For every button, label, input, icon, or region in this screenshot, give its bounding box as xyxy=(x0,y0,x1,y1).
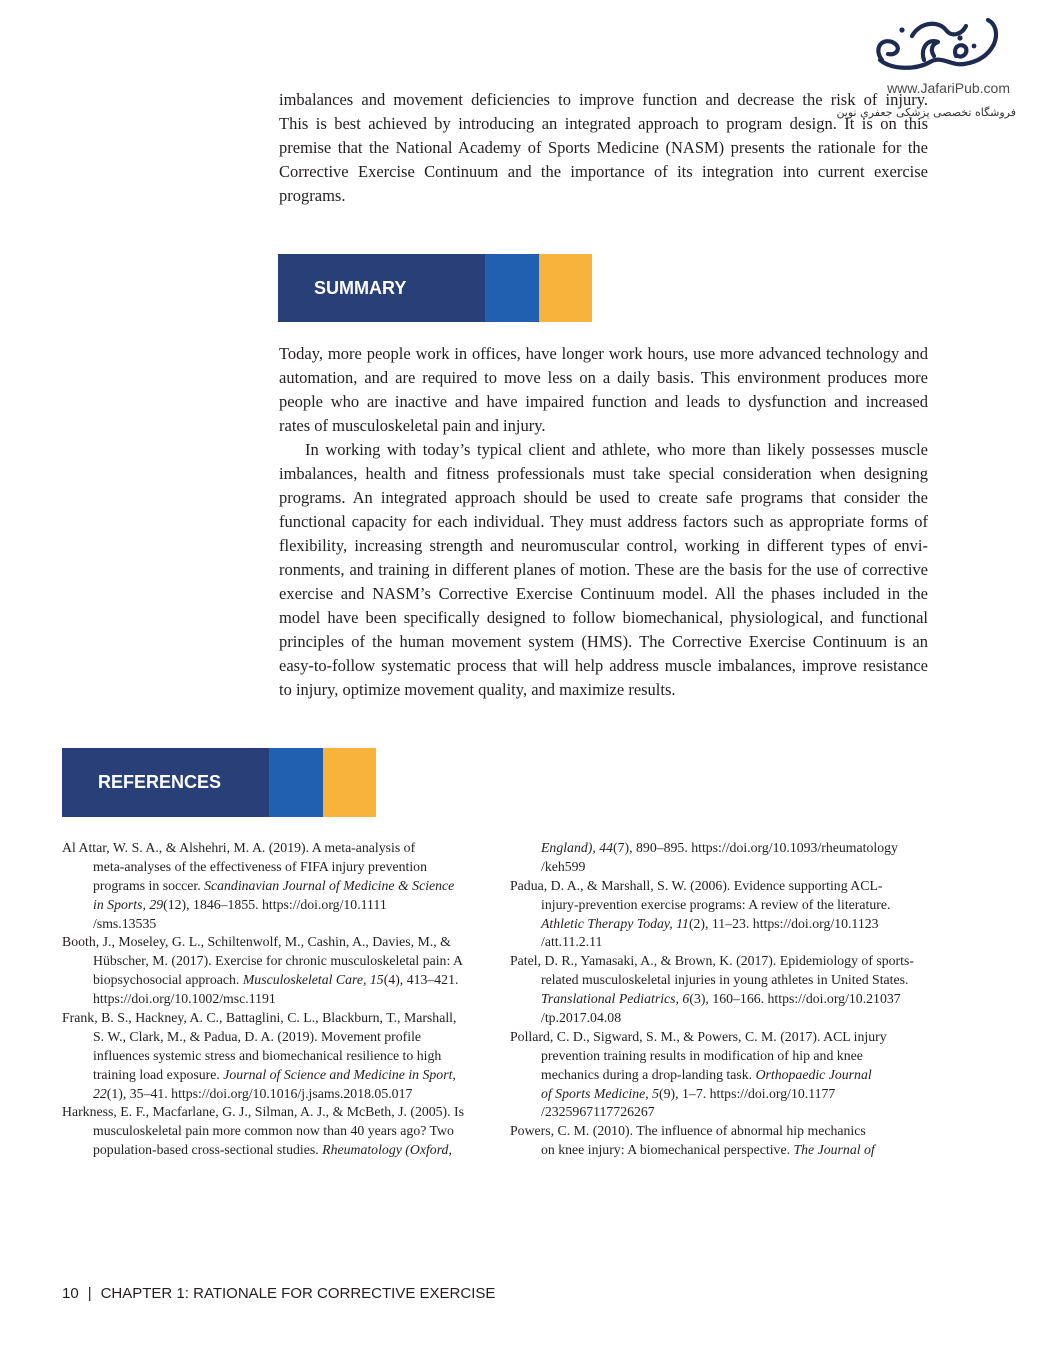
reference-line xyxy=(62,990,492,1009)
summary-paragraph xyxy=(279,342,928,438)
reference-text: Al Attar, W. S. A., & Alshehri, M. A. (2019). A meta-analysis of xyxy=(62,840,416,855)
summary-banner xyxy=(278,254,592,322)
text-line: In working with today’s typical client and athlete, who more than likely possesses muscle xyxy=(305,440,928,459)
reference-line xyxy=(510,1009,1000,1028)
running-head: CHAPTER 1: RATIONALE FOR CORRECTIVE EXERCISE xyxy=(100,1285,496,1302)
reference-text: musculoskeletal pain more common now than 40 years ago? Two xyxy=(93,1123,454,1139)
reference-entry xyxy=(510,877,1000,953)
reference-entry xyxy=(62,933,492,1009)
text-line: people who are inactive and have impaired function and leads to dysfunction and increased xyxy=(279,392,928,411)
reference-text: (1), 35–41. https://doi.org/10.1016/j.jsams.2018.05.017 xyxy=(106,1085,413,1101)
reference-line xyxy=(510,896,1000,915)
text-line: model have been specifically designed to follow biomechanical, physiological, and functional xyxy=(279,608,928,627)
reference-line xyxy=(510,1028,1000,1047)
reference-text: biopsychosocial approach. xyxy=(93,972,243,988)
reference-line xyxy=(510,1047,1000,1066)
references-column-right xyxy=(510,839,1000,1160)
reference-line xyxy=(510,915,1000,934)
banner-accent-band xyxy=(539,254,592,322)
reference-text: /sms.13535 xyxy=(93,915,157,931)
reference-text: (4), 413–421. xyxy=(383,972,459,988)
reference-text: /att.11.2.11 xyxy=(541,934,603,950)
reference-entry xyxy=(62,1009,492,1103)
banner-accent-band xyxy=(323,748,376,817)
reference-text: mechanics during a drop-landing task. xyxy=(541,1066,756,1082)
reference-italic-text: Athletic Therapy Today, 11 xyxy=(541,915,689,931)
reference-text: (12), 1846–1855. https://doi.org/10.1111 xyxy=(163,896,387,912)
watermark-store-name: فروشگاه تخصصی پزشکی جعفری نوین xyxy=(836,106,1016,119)
text-line: This is best achieved by introducing an integrated approach to program design. It is on this xyxy=(279,114,928,133)
reference-line xyxy=(510,1122,1000,1141)
reference-line xyxy=(62,877,492,896)
references-banner xyxy=(62,748,376,817)
reference-italic-text: Rheumatology (Oxford, xyxy=(322,1142,452,1158)
reference-text: related musculoskeletal injuries in young athletes in United States. xyxy=(541,972,909,988)
text-line: imbalances and movement deficiencies to improve function and decrease the risk of injury. xyxy=(279,90,928,109)
banner-navy-band xyxy=(278,254,485,322)
text-line: to injury, optimize movement quality, and maximize results. xyxy=(279,680,676,699)
text-line: easy-to-follow systematic process that will help address muscle imbalances, improve resistance xyxy=(279,656,928,675)
reference-line xyxy=(62,933,492,952)
reference-text: Powers, C. M. (2010). The influence of abnormal hip mechanics xyxy=(510,1123,866,1139)
reference-line xyxy=(62,896,492,915)
reference-italic-text: in Sports, 29 xyxy=(93,896,164,912)
reference-text: programs in soccer. xyxy=(93,877,205,893)
reference-text: (3), 160–166. https://doi.org/10.21037 xyxy=(689,991,901,1007)
reference-line xyxy=(62,858,492,877)
reference-text: influences systemic stress and biomechanical resilience to high xyxy=(93,1047,442,1063)
references-column-left xyxy=(62,839,492,1160)
reference-italic-text: 22 xyxy=(93,1085,107,1101)
banner-navy-band xyxy=(62,748,269,817)
text-line: programs. An integrated approach should be used to create safe programs that consider the xyxy=(279,488,928,507)
reference-line xyxy=(510,990,1000,1009)
text-line: Corrective Exercise Continuum and the importance of its integration into current exercise xyxy=(279,162,928,181)
reference-text: meta-analyses of the effectiveness of FIFA injury prevention xyxy=(93,858,427,874)
reference-line xyxy=(62,1028,492,1047)
reference-line xyxy=(62,1009,492,1028)
footer-separator: | xyxy=(87,1285,92,1302)
reference-text: Booth, J., Moseley, G. L., Schiltenwolf, M., Cashin, A., Davies, M., & xyxy=(62,934,451,950)
reference-line xyxy=(62,839,492,858)
reference-entry xyxy=(510,1028,1000,1122)
reference-line xyxy=(510,1141,1000,1160)
reference-line xyxy=(62,971,492,990)
reference-text: https://doi.org/10.1002/msc.1191 xyxy=(93,991,276,1007)
reference-line xyxy=(510,839,1000,858)
reference-text: S. W., Clark, M., & Padua, D. A. (2019). Movement profile xyxy=(93,1028,422,1044)
reference-line xyxy=(62,1066,492,1085)
text-line: principles of the human movement system (HMS). The Corrective Exercise Continuum is an xyxy=(279,632,928,651)
banner-blue-band xyxy=(269,748,323,817)
intro-paragraph xyxy=(279,88,928,208)
reference-entry xyxy=(510,952,1000,1028)
reference-italic-text: Musculoskeletal Care, 15 xyxy=(242,972,384,988)
reference-line xyxy=(62,1122,492,1141)
reference-italic-text: of Sports Medicine, 5 xyxy=(541,1085,660,1101)
reference-text: population-based cross-sectional studies. xyxy=(93,1142,323,1158)
reference-text: training load exposure. xyxy=(93,1066,224,1082)
reference-text: Frank, B. S., Hackney, A. C., Battaglini, C. L., Blackburn, T., Marshall, xyxy=(62,1010,457,1026)
text-line: ronments, and training in different planes of motion. These are the basis for the use of corrective xyxy=(279,560,928,579)
text-line: rates of musculoskeletal pain and injury. xyxy=(279,416,546,435)
summary-heading: SUMMARY xyxy=(314,277,407,298)
reference-text: (9), 1–7. https://doi.org/10.1177 xyxy=(659,1085,836,1101)
text-line: functional capacity for each individual. They must address factors such as appropriate forms of xyxy=(279,512,928,531)
page-number: 10 xyxy=(62,1285,79,1302)
reference-text: Padua, D. A., & Marshall, S. W. (2006). Evidence supporting ACL- xyxy=(510,877,883,893)
text-line: exercise and NASM’s Corrective Exercise Continuum model. All the phases included in the xyxy=(279,584,928,603)
reference-line xyxy=(510,877,1000,896)
reference-italic-text: The Journal of xyxy=(793,1142,875,1158)
reference-italic-text: Translational Pediatrics, 6 xyxy=(541,991,690,1007)
reference-entry xyxy=(510,1122,1000,1160)
references-heading: REFERENCES xyxy=(98,772,222,792)
page-footer xyxy=(62,1284,495,1304)
reference-italic-text: Journal of Science and Medicine in Sport, xyxy=(223,1066,456,1082)
reference-text: prevention training results in modification of hip and knee xyxy=(541,1047,863,1063)
reference-text: injury-prevention exercise programs: A review of the literature. xyxy=(541,896,891,912)
summary-body xyxy=(279,342,928,702)
reference-text: /keh599 xyxy=(541,858,586,874)
reference-text: Hübscher, M. (2017). Exercise for chronic musculoskeletal pain: A xyxy=(93,953,463,969)
reference-line xyxy=(62,1103,492,1122)
reference-italic-text: Orthopaedic Journal xyxy=(755,1066,872,1082)
reference-line xyxy=(62,1085,492,1104)
banner-blue-band xyxy=(485,254,539,322)
text-line: premise that the National Academy of Sports Medicine (NASM) presents the rationale for the xyxy=(279,138,928,157)
reference-line xyxy=(62,952,492,971)
reference-line xyxy=(62,915,492,934)
text-line: Today, more people work in offices, have longer work hours, use more advanced technology and xyxy=(279,344,928,363)
reference-text: (7), 890–895. https://doi.org/10.1093/rheumatology xyxy=(613,840,898,855)
reference-line xyxy=(510,858,1000,877)
reference-line xyxy=(510,1103,1000,1122)
reference-line xyxy=(510,971,1000,990)
reference-line xyxy=(510,1085,1000,1104)
reference-line xyxy=(510,952,1000,971)
publisher-logo xyxy=(872,16,1000,72)
summary-paragraph xyxy=(279,438,928,702)
reference-text: Pollard, C. D., Sigward, S. M., & Powers, C. M. (2017). ACL injury xyxy=(510,1028,887,1044)
reference-text: /2325967117726267 xyxy=(541,1104,655,1120)
reference-entry xyxy=(510,839,1000,877)
reference-text: Patel, D. R., Yamasaki, A., & Brown, K. (2017). Epidemiology of sports- xyxy=(510,953,914,969)
text-line: programs. xyxy=(279,186,346,205)
reference-italic-text: Scandinavian Journal of Medicine & Science xyxy=(204,877,455,893)
reference-text: (2), 11–23. https://doi.org/10.1123 xyxy=(688,915,879,931)
reference-line xyxy=(510,933,1000,952)
reference-entry xyxy=(62,1103,492,1160)
reference-text: Harkness, E. F., Macfarlane, G. J., Silman, A. J., & McBeth, J. (2005). Is xyxy=(62,1104,465,1120)
reference-line xyxy=(510,1066,1000,1085)
text-line: imbalances, health and fitness professionals must take special consideration when designing xyxy=(279,464,928,483)
reference-text: /tp.2017.04.08 xyxy=(541,1010,622,1026)
watermark-url: www.JafariPub.com xyxy=(887,80,1010,96)
reference-text: on knee injury: A biomechanical perspective. xyxy=(541,1142,794,1158)
reference-line xyxy=(62,1047,492,1066)
text-line: flexibility, increasing strength and neuromuscular control, working in different types of envi- xyxy=(279,536,928,555)
reference-entry xyxy=(62,839,492,933)
reference-line xyxy=(62,1141,492,1160)
text-line: automation, and are required to move less on a daily basis. This environment produces more xyxy=(279,368,928,387)
reference-italic-text: England), 44 xyxy=(541,840,614,855)
